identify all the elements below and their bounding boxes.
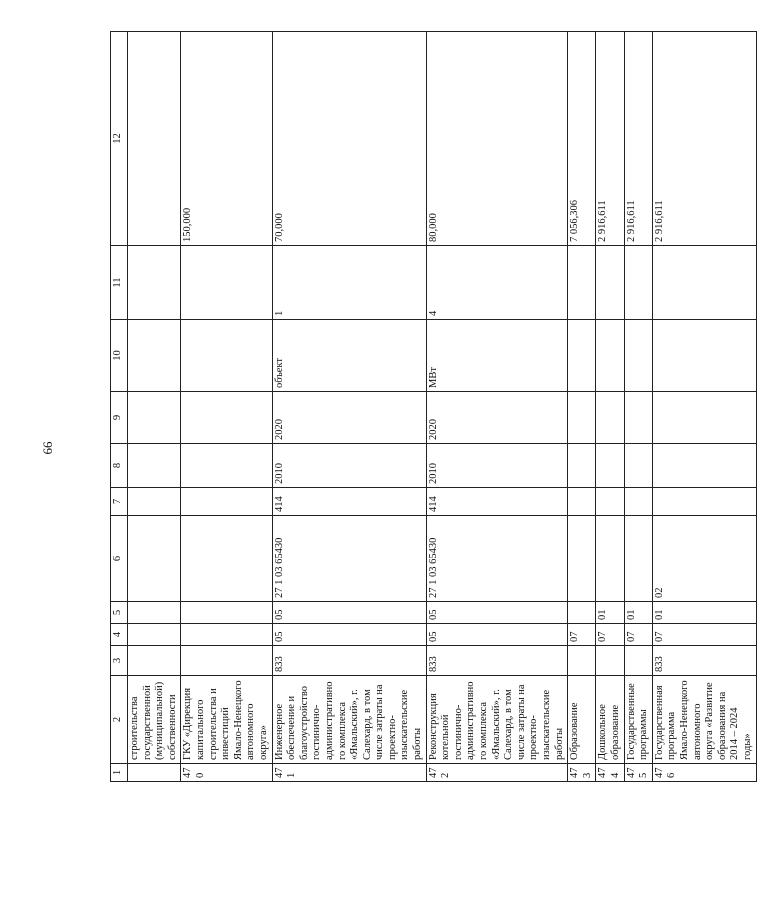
row-grbs bbox=[181, 646, 272, 676]
row-expense-type bbox=[624, 488, 652, 516]
row-section bbox=[181, 624, 272, 646]
row-subsection: 05 bbox=[272, 602, 426, 624]
row-section: 07 bbox=[568, 624, 596, 646]
row-section: 07 bbox=[596, 624, 624, 646]
header-cell: 2 bbox=[111, 676, 128, 764]
row-end-year: 2020 bbox=[272, 392, 426, 444]
row-number: 475 bbox=[624, 764, 652, 782]
row-number: 471 bbox=[272, 764, 426, 782]
row-quantity bbox=[596, 246, 624, 320]
row-quantity bbox=[128, 246, 181, 320]
row-end-year bbox=[128, 392, 181, 444]
table-row bbox=[426, 32, 568, 782]
row-grbs: 833 bbox=[652, 646, 756, 676]
row-quantity bbox=[652, 246, 756, 320]
row-unit bbox=[596, 320, 624, 392]
row-section bbox=[128, 624, 181, 646]
row-sum: 70,000 bbox=[272, 32, 426, 246]
row-expense-type bbox=[181, 488, 272, 516]
table-row bbox=[128, 32, 181, 782]
header-cell: 10 bbox=[111, 320, 128, 392]
row-quantity: 4 bbox=[426, 246, 568, 320]
row-expense-type bbox=[128, 488, 181, 516]
table-row bbox=[624, 32, 652, 782]
row-unit bbox=[624, 320, 652, 392]
row-target-article: 02 bbox=[652, 516, 756, 602]
row-section: 05 bbox=[426, 624, 568, 646]
row-name: строительства государственной (муниципальной) собственности bbox=[128, 676, 181, 764]
row-grbs bbox=[624, 646, 652, 676]
row-quantity bbox=[568, 246, 596, 320]
row-number bbox=[128, 764, 181, 782]
row-expense-type bbox=[596, 488, 624, 516]
row-grbs bbox=[568, 646, 596, 676]
row-expense-type bbox=[568, 488, 596, 516]
row-start-year bbox=[568, 444, 596, 488]
row-sum: 2 916,611 bbox=[596, 32, 624, 246]
row-grbs bbox=[596, 646, 624, 676]
row-end-year bbox=[596, 392, 624, 444]
table-row bbox=[181, 32, 272, 782]
row-unit bbox=[181, 320, 272, 392]
row-subsection bbox=[181, 602, 272, 624]
table-row bbox=[272, 32, 426, 782]
row-grbs: 833 bbox=[272, 646, 426, 676]
row-sum: 2 916,611 bbox=[652, 32, 756, 246]
row-start-year bbox=[128, 444, 181, 488]
row-name: Реконструкция котельной гостинично-административного комплекса «Ямальский», г. Салехард, в том числе затраты на проектно-изыскательские работы bbox=[426, 676, 568, 764]
row-subsection bbox=[128, 602, 181, 624]
row-unit bbox=[128, 320, 181, 392]
row-name: Государственная программа Ямало-Ненецкого автономного округа «Развитие образования на 2014 – 2024 годы» bbox=[652, 676, 756, 764]
row-expense-type: 414 bbox=[272, 488, 426, 516]
row-start-year bbox=[652, 444, 756, 488]
header-cell: 6 bbox=[111, 516, 128, 602]
header-cell: 9 bbox=[111, 392, 128, 444]
row-sum: 80,000 bbox=[426, 32, 568, 246]
row-target-article bbox=[128, 516, 181, 602]
row-sum bbox=[128, 32, 181, 246]
row-name: Государственные программы bbox=[624, 676, 652, 764]
header-row bbox=[111, 32, 128, 782]
header-cell: 7 bbox=[111, 488, 128, 516]
row-section: 07 bbox=[652, 624, 756, 646]
row-number: 476 bbox=[652, 764, 756, 782]
row-target-article bbox=[596, 516, 624, 602]
row-unit bbox=[652, 320, 756, 392]
row-target-article bbox=[181, 516, 272, 602]
row-name: Образование bbox=[568, 676, 596, 764]
row-subsection bbox=[568, 602, 596, 624]
budget-table bbox=[110, 31, 757, 782]
row-grbs: 833 bbox=[426, 646, 568, 676]
row-target-article: 27 1 03 65430 bbox=[426, 516, 568, 602]
row-subsection: 01 bbox=[596, 602, 624, 624]
row-start-year bbox=[624, 444, 652, 488]
row-end-year bbox=[624, 392, 652, 444]
row-unit: объект bbox=[272, 320, 426, 392]
header-cell: 3 bbox=[111, 646, 128, 676]
row-sum: 7 056,306 bbox=[568, 32, 596, 246]
row-end-year bbox=[568, 392, 596, 444]
header-cell: 5 bbox=[111, 602, 128, 624]
row-start-year bbox=[596, 444, 624, 488]
row-expense-type: 414 bbox=[426, 488, 568, 516]
header-cell: 4 bbox=[111, 624, 128, 646]
row-unit: МВт bbox=[426, 320, 568, 392]
table-row bbox=[568, 32, 596, 782]
row-start-year: 2010 bbox=[426, 444, 568, 488]
row-sum: 150,000 bbox=[181, 32, 272, 246]
row-start-year bbox=[181, 444, 272, 488]
row-name: Инженерное обеспечение и благоустройство гостинично-административного комплекса «Ямальский», г. Салехард, в том числе затраты на проектно-изыскательские работы bbox=[272, 676, 426, 764]
header-cell: 8 bbox=[111, 444, 128, 488]
row-start-year: 2010 bbox=[272, 444, 426, 488]
header-cell: 11 bbox=[111, 246, 128, 320]
row-target-article: 27 1 03 65430 bbox=[272, 516, 426, 602]
rotated-table-wrapper bbox=[110, 32, 753, 782]
table-row bbox=[652, 32, 756, 782]
row-grbs bbox=[128, 646, 181, 676]
row-number: 470 bbox=[181, 764, 272, 782]
row-sum: 2 916,611 bbox=[624, 32, 652, 246]
row-target-article bbox=[624, 516, 652, 602]
row-quantity bbox=[624, 246, 652, 320]
row-section: 05 bbox=[272, 624, 426, 646]
row-end-year bbox=[652, 392, 756, 444]
row-subsection: 01 bbox=[624, 602, 652, 624]
page-number: 66 bbox=[40, 441, 55, 455]
table-row bbox=[596, 32, 624, 782]
row-target-article bbox=[568, 516, 596, 602]
row-quantity bbox=[181, 246, 272, 320]
row-subsection: 01 bbox=[652, 602, 756, 624]
row-section: 07 bbox=[624, 624, 652, 646]
row-expense-type bbox=[652, 488, 756, 516]
row-number: 473 bbox=[568, 764, 596, 782]
row-number: 474 bbox=[596, 764, 624, 782]
row-unit bbox=[568, 320, 596, 392]
row-end-year bbox=[181, 392, 272, 444]
header-cell: 12 bbox=[111, 32, 128, 246]
row-subsection: 05 bbox=[426, 602, 568, 624]
row-end-year: 2020 bbox=[426, 392, 568, 444]
row-number: 472 bbox=[426, 764, 568, 782]
row-name: Дошкольное образование bbox=[596, 676, 624, 764]
header-cell: 1 bbox=[111, 764, 128, 782]
row-name: ГКУ «Дирекция капитального строительства и инвестиций Ямало-Ненецкого автономного округа» bbox=[181, 676, 272, 764]
row-quantity: 1 bbox=[272, 246, 426, 320]
